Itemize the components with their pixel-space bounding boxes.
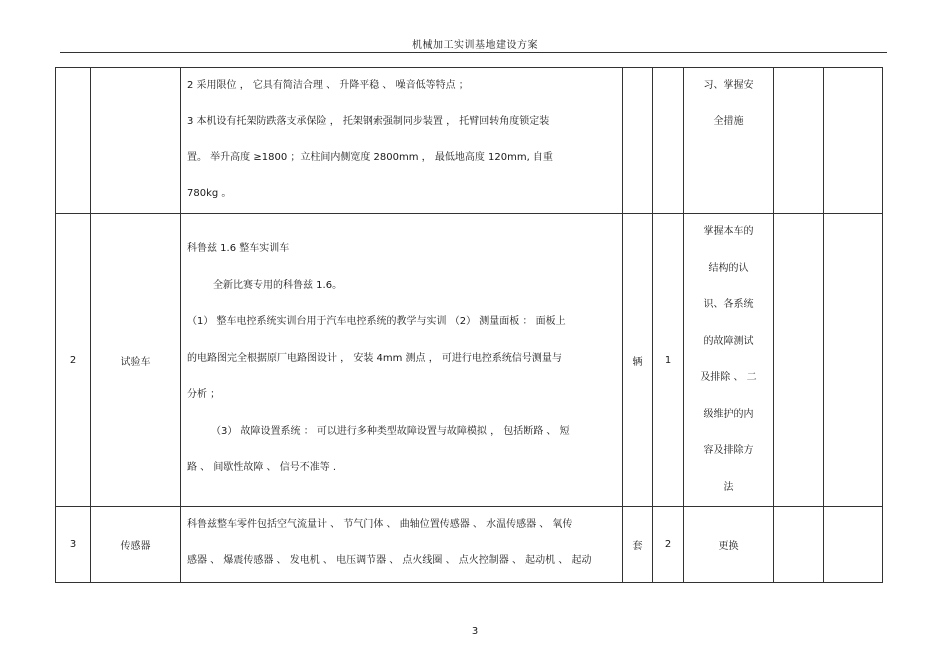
specification-cell [181,68,623,214]
goal-line: 识、各系统 [703,299,754,310]
equipment-table [55,67,883,583]
item-name-cell: 传感器 [91,507,181,583]
goal-line: 习、掌握安 [703,80,754,91]
goal-line: 掌握本车的 [703,226,754,237]
spec-line: 2 采用限位 ， 它具有简洁合理 、 升降平稳 、 噪音低等特点 ； [187,80,469,91]
specification-cell [181,214,623,507]
empty-cell [824,507,883,583]
page-header-title: 机械加工实训基地建设方案 [412,40,538,51]
spec-line: 置。 举升高度 ≥1800 ；立柱间内侧宽度 2800mm ， 最低地高度 120mm, 自重 [187,152,553,163]
goal-line: 全措施 [713,116,744,127]
specification-cell [181,507,623,583]
quantity-cell: 1 [653,214,684,507]
spec-line: 3 本机设有托架防跌落支承保险 ， 托架钢索强制同步装置 ， 托臂回转角度锁定装 [187,116,550,127]
table-row [56,214,883,507]
training-goal-cell [684,214,774,507]
unit-cell: 套 [623,507,653,583]
goal-line: 结构的认 [708,262,749,274]
item-name-cell: 试验车 [91,214,181,507]
empty-cell [824,68,883,214]
unit-cell [623,68,653,214]
row-number-cell: 2 [56,214,91,507]
row-number-cell [56,68,91,214]
quantity-cell [653,68,684,214]
training-goal-cell [684,68,774,214]
row-number-cell: 3 [56,507,91,583]
goal-line: 及排除 、 二 [700,372,757,383]
spec-line: 780kg 。 [187,188,232,199]
spec-line: （1） 整车电控系统实训台用于汽车电控系统的教学与实训 （2） 测量面板 ： 面板上 [187,316,566,327]
table-row [56,507,883,583]
spec-line: 路 、 间歇性故障 、 信号不准等 . [187,462,337,473]
empty-cell [774,68,824,214]
goal-line: 级维护的内 [703,408,754,420]
spec-line: 科鲁兹整车零件包括空气流量计 、 节气门体 、 曲轴位置传感器 、 水温传感器 、 氧传 [187,519,573,530]
table-row [56,68,883,214]
item-name-cell [91,68,181,214]
spec-line: 的电路图完全根据原厂电路图设计 ， 安装 4mm 测点 ， 可进行电控系统信号测量与 [187,352,562,364]
header-divider [60,52,887,53]
quantity-cell: 2 [653,507,684,583]
spec-line: 科鲁兹 1.6 整车实训车 [187,243,290,254]
goal-line: 法 [723,481,734,493]
spec-line: 感器 、 爆震传感器 、 发电机 、 电压调节器 、 点火线圈 、 点火控制器 、 起动机 、 起动 [187,555,592,566]
empty-cell [824,214,883,507]
spec-line: 全新比赛专用的科鲁兹 1.6。 [213,279,343,291]
spec-line: 分析 ； [187,389,221,400]
spec-line: （3） 故障设置系统 ： 可以进行多种类型故障设置与故障模拟 ， 包括断路 、 短 [211,425,570,437]
goal-line: 容及排除方 [703,445,754,456]
goal-line: 更换 [718,541,739,552]
training-goal-cell [684,507,774,583]
empty-cell [774,507,824,583]
goal-line: 的故障测试 [703,335,754,347]
empty-cell [774,214,824,507]
unit-cell: 辆 [623,214,653,507]
page-number: 3 [471,626,479,637]
